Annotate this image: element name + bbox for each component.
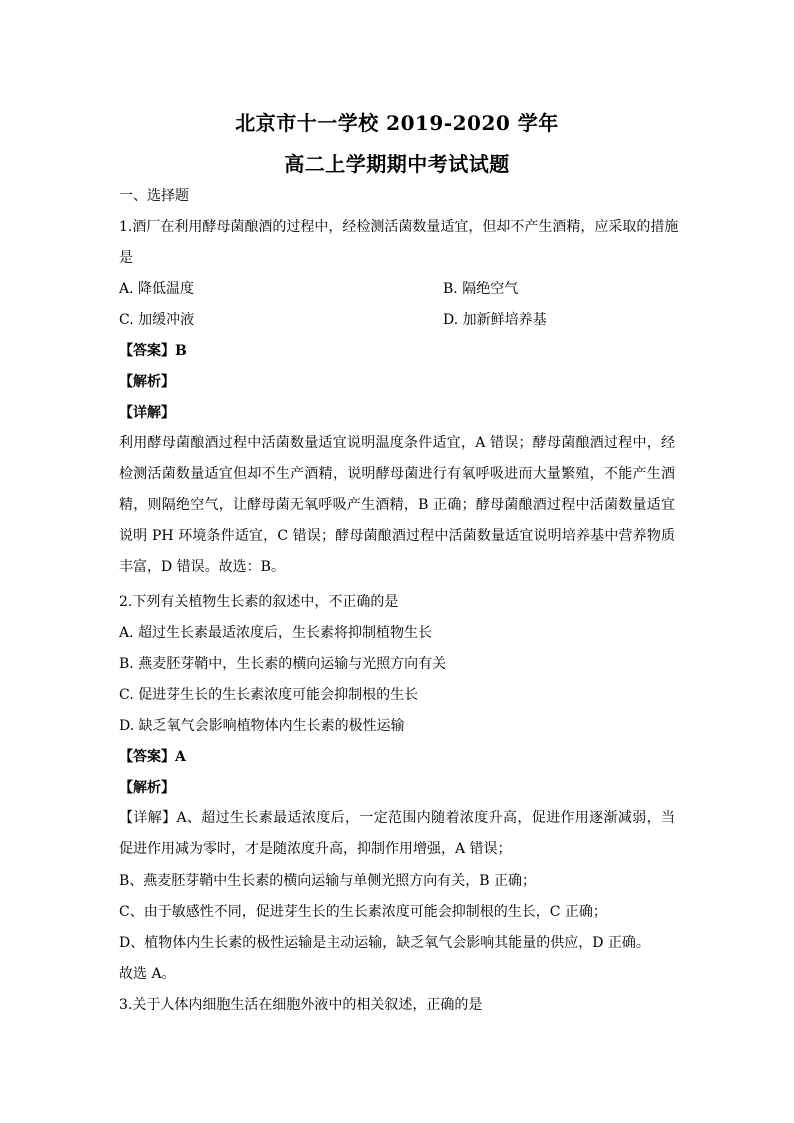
q1-stem-line2: 是 <box>119 250 133 266</box>
q2-detail-text: 【详解】A、超过生长素最适浓度后，一定范围内随着浓度升高，促进作用逐渐减弱，当促进作用减为零时，才是随浓度升高，抑制作用增强，A 错误； <box>119 810 675 857</box>
title-line-2: 高二上学期期中考试试题 <box>284 152 510 176</box>
q2-conclusion: 故选 A。 <box>119 966 176 982</box>
q2-answer: 【答案】A <box>119 749 186 765</box>
q1-stem-line1: 1.酒厂在利用酵母菌酿酒的过程中，经检测活菌数量适宜，但却不产生酒精，应采取的措施 <box>119 219 679 235</box>
q2-option-b: B. 燕麦胚芽鞘中，生长素的横向运输与光照方向有关 <box>119 656 447 672</box>
q1-answer: 【答案】B <box>119 343 187 359</box>
q2-detail-c: C、由于敏感性不同，促进芽生长的生长素浓度可能会抑制根的生长，C 正确； <box>119 904 607 920</box>
q1-analysis-label: 【解析】 <box>119 374 175 390</box>
q3-stem: 3.关于人体内细胞生活在细胞外液中的相关叙述，正确的是 <box>119 997 483 1013</box>
q2-detail-b: B、燕麦胚芽鞘中生长素的横向运输与单侧光照方向有关，B 正确； <box>119 873 537 889</box>
section-heading: 一、选择题 <box>119 188 189 204</box>
q1-option-b: B. 隔绝空气 <box>443 281 519 297</box>
q1-option-d: D. 加新鲜培养基 <box>443 312 547 328</box>
title-line-1: 北京市十一学校 2019-2020 学年 <box>235 111 559 135</box>
q1-option-c: C. 加缓冲液 <box>119 312 195 328</box>
q2-option-d: D. 缺乏氧气会影响植物体内生长素的极性运输 <box>119 718 405 734</box>
q1-detail-text: 利用酵母菌酿酒过程中活菌数量适宜说明温度条件适宜，A 错误；酵母菌酿酒过程中，经检测活菌数量适宜但却不生产酒精，说明酵母菌进行有氧呼吸进而大量繁殖，不能产生酒精，则隔绝空气，让酵母菌无氧呼吸产生酒精，B 正确；酵母菌酿酒过程中活菌数量适宜说明 PH 环境条件适宜，C 错误；酵母菌酿酒过程中活菌数量适宜说明培养基中营养物质丰富，D 错误。故选：B。 <box>119 435 675 575</box>
q2-analysis-label: 【解析】 <box>119 780 175 796</box>
q2-option-a: A. 超过生长素最适浓度后，生长素将抑制植物生长 <box>119 625 433 641</box>
q1-option-a: A. 降低温度 <box>119 281 195 297</box>
q1-detail-label: 【详解】 <box>119 405 175 421</box>
q2-stem: 2.下列有关植物生长素的叙述中，不正确的是 <box>119 594 399 610</box>
q2-detail-d: D、植物体内生长素的极性运输是主动运输，缺乏氧气会影响其能量的供应，D 正确。 <box>119 935 650 951</box>
q2-option-c: C. 促进芽生长的生长素浓度可能会抑制根的生长 <box>119 687 419 703</box>
